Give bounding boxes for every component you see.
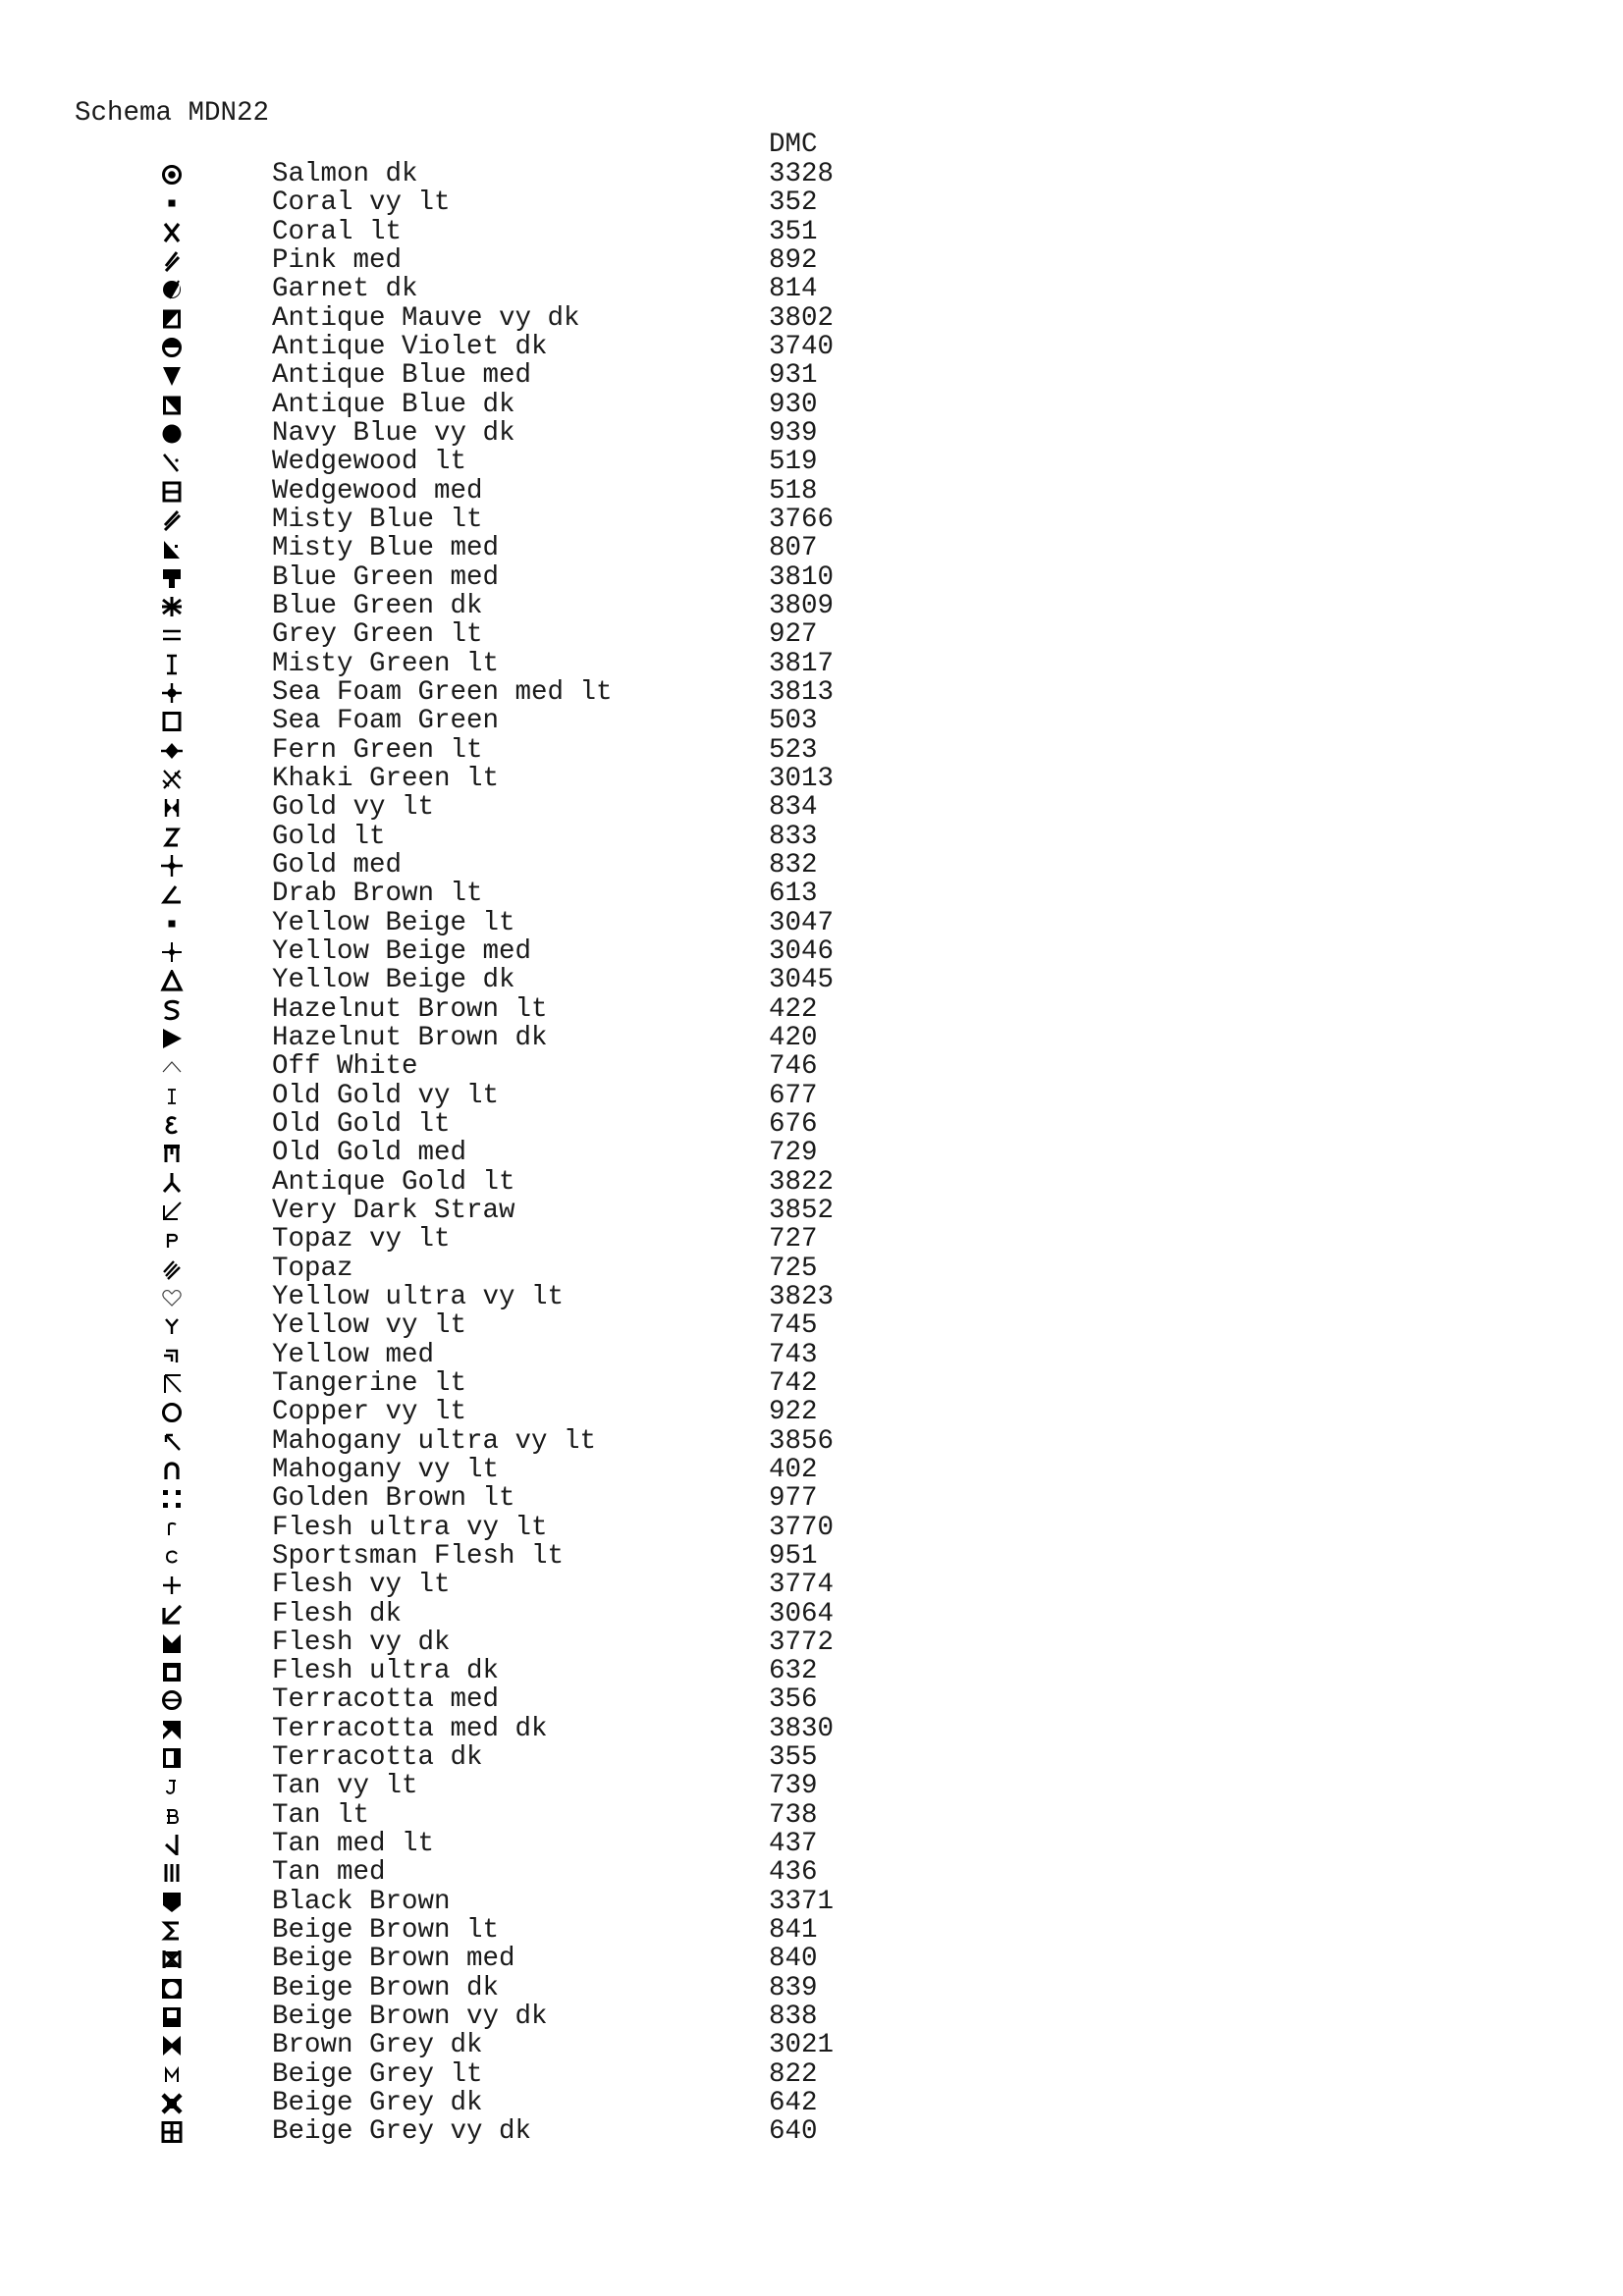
color-name: Beige Grey vy dk	[272, 2116, 532, 2148]
corner-triangle-dot-icon	[160, 538, 184, 560]
color-key-row	[0, 1138, 1623, 1169]
color-name: Beige Brown vy dk	[272, 2002, 548, 2033]
half-bowtie-icon	[160, 1632, 184, 1654]
dmc-code: 3766	[769, 504, 835, 535]
four-dots-icon	[160, 1488, 184, 1510]
dmc-code: 738	[769, 1799, 818, 1831]
color-name: Old Gold med	[272, 1138, 467, 1169]
color-key-row	[0, 1570, 1623, 1601]
dmc-code: 518	[769, 475, 818, 507]
color-key-row	[0, 332, 1623, 360]
color-key-row	[0, 1455, 1623, 1483]
equals-icon	[160, 624, 184, 646]
color-key-row	[0, 735, 1623, 764]
letter-m-icon	[160, 2064, 184, 2086]
dmc-code: 3830	[769, 1713, 835, 1744]
color-name: Antique Violet dk	[272, 331, 548, 362]
dmc-code: 743	[769, 1339, 818, 1370]
color-name: Antique Gold lt	[272, 1166, 515, 1198]
cross-small-dot-icon	[160, 941, 184, 963]
color-name: Beige Grey lt	[272, 2058, 483, 2090]
triple-bar-icon	[160, 1862, 184, 1884]
dmc-code: 3856	[769, 1425, 835, 1457]
color-key-row	[0, 706, 1623, 737]
color-key-row	[0, 1224, 1623, 1253]
dmc-code: 742	[769, 1367, 818, 1399]
shield-icon	[160, 1892, 184, 1913]
color-name: Grey Green lt	[272, 619, 483, 651]
dmc-code: 840	[769, 1944, 818, 1975]
dmc-code: 833	[769, 821, 818, 852]
color-key-row	[0, 850, 1623, 879]
color-name: Gold med	[272, 849, 403, 881]
color-name: Copper vy lt	[272, 1397, 467, 1428]
arrow-up-left-corner-icon	[160, 1373, 184, 1395]
color-key-row	[0, 1167, 1623, 1196]
color-key-row	[0, 1628, 1623, 1656]
circle-dot-icon	[160, 164, 184, 186]
theta-circle-icon	[160, 1689, 184, 1711]
triple-slash-icon	[160, 1258, 184, 1280]
half-filled-circle-slash-icon	[160, 279, 184, 300]
color-name: Flesh ultra vy lt	[272, 1512, 548, 1543]
down-triangle-icon	[160, 365, 184, 387]
color-name: Flesh vy dk	[272, 1627, 451, 1658]
dmc-code: 3371	[769, 1886, 835, 1917]
color-name: Garnet dk	[272, 274, 418, 305]
dmc-code: 3809	[769, 590, 835, 621]
x-cross-icon	[160, 222, 184, 243]
color-key-row	[0, 187, 1623, 219]
dmc-code: 3774	[769, 1570, 835, 1601]
dmc-code: 739	[769, 1771, 818, 1802]
color-key-row	[0, 649, 1623, 677]
color-name: Sea Foam Green med lt	[272, 676, 613, 708]
color-name: Wedgewood lt	[272, 447, 467, 478]
double-slash-long-icon	[160, 509, 184, 531]
dmc-code: 632	[769, 1656, 818, 1687]
letter-s-icon	[160, 999, 184, 1021]
color-key-row	[0, 1857, 1623, 1889]
dmc-code: 841	[769, 1915, 818, 1947]
color-name: Antique Blue dk	[272, 389, 515, 420]
color-name: Coral lt	[272, 216, 403, 247]
color-name: Tangerine lt	[272, 1367, 467, 1399]
color-name: Terracotta med	[272, 1684, 500, 1716]
heart-outline-icon	[160, 1287, 184, 1308]
boxed-bowtie-icon	[160, 1949, 184, 1970]
color-key-row	[0, 1282, 1623, 1310]
color-key-row	[0, 1368, 1623, 1397]
dmc-code: 677	[769, 1080, 818, 1111]
bowtie-vertical-icon	[160, 797, 184, 819]
color-key-row	[0, 1771, 1623, 1802]
star-cross-icon	[160, 855, 184, 877]
color-name: Sportsman Flesh lt	[272, 1540, 565, 1572]
color-key-row	[0, 822, 1623, 850]
color-name: Off White	[272, 1051, 418, 1083]
diamond-bar-icon	[160, 740, 184, 762]
color-key-row	[0, 1829, 1623, 1860]
backslash-dot-icon	[160, 452, 184, 473]
arrow-up-left-icon	[160, 1431, 184, 1453]
color-name: Mahogany vy lt	[272, 1454, 500, 1485]
color-name: Yellow ultra vy lt	[272, 1281, 565, 1312]
color-key-row	[0, 1742, 1623, 1774]
color-name: Yellow Beige med	[272, 935, 532, 967]
dmc-code: 834	[769, 792, 818, 824]
dmc-code: 814	[769, 274, 818, 305]
color-key-row	[0, 562, 1623, 591]
caret-up-icon	[160, 1056, 184, 1078]
right-triangle-icon	[160, 1028, 184, 1049]
square-diagonal-half-alt-icon	[160, 395, 184, 416]
color-name: Khaki Green lt	[272, 763, 500, 794]
color-key-row	[0, 965, 1623, 996]
dmc-code: 839	[769, 1972, 818, 2003]
color-name: Brown Grey dk	[272, 2030, 483, 2061]
color-name: Terracotta dk	[272, 1742, 483, 1774]
letter-p-icon	[160, 1229, 184, 1251]
color-name: Yellow vy lt	[272, 1310, 467, 1342]
letter-r-icon	[160, 1518, 184, 1539]
color-key-row	[0, 1254, 1623, 1282]
dmc-code: 931	[769, 360, 818, 392]
dmc-code: 822	[769, 2058, 818, 2090]
dmc-code: 3813	[769, 676, 835, 708]
dmc-code: 3013	[769, 763, 835, 794]
dmc-code: 930	[769, 389, 818, 420]
square-top-window-icon	[160, 2006, 184, 2028]
dmc-code: 3046	[769, 935, 835, 967]
color-key-row	[0, 1483, 1623, 1515]
color-key-row	[0, 1599, 1623, 1628]
color-key-row	[0, 303, 1623, 332]
dmc-code: 437	[769, 1829, 818, 1860]
pi-icon	[160, 1143, 184, 1164]
color-name: Misty Blue med	[272, 533, 500, 564]
color-key-row	[0, 1714, 1623, 1742]
small-square-icon	[160, 913, 184, 934]
dmc-code: 351	[769, 216, 818, 247]
open-circle-icon	[160, 1402, 184, 1423]
dmc-code: 503	[769, 706, 818, 737]
circle-top-filled-icon	[160, 337, 184, 358]
color-key-row	[0, 447, 1623, 478]
dmc-code: 3328	[769, 159, 835, 189]
dmc-code: 3021	[769, 2030, 835, 2061]
color-name: Drab Brown lt	[272, 879, 483, 910]
framed-square-icon	[160, 1661, 184, 1682]
color-name: Tan med	[272, 1857, 386, 1889]
color-name: Tan lt	[272, 1799, 370, 1831]
dmc-code: 807	[769, 533, 818, 564]
arrow-down-left-corner-icon	[160, 1201, 184, 1222]
color-name: Misty Blue lt	[272, 504, 483, 535]
dmc-code: 927	[769, 619, 818, 651]
color-key-row	[0, 677, 1623, 706]
color-name: Hazelnut Brown lt	[272, 993, 548, 1025]
half-bowtie-alt-icon	[160, 1719, 184, 1740]
open-square-icon	[160, 711, 184, 732]
color-key-row	[0, 1051, 1623, 1083]
color-key-row	[0, 1340, 1623, 1368]
letter-b-icon	[160, 1805, 184, 1827]
dmc-code: 727	[769, 1224, 818, 1255]
color-name: Antique Mauve vy dk	[272, 302, 580, 334]
color-key-row	[0, 217, 1623, 245]
color-name: Blue Green dk	[272, 590, 483, 621]
arrow-down-left-icon	[160, 1604, 184, 1626]
dmc-code: 3817	[769, 648, 835, 679]
dmc-code: 922	[769, 1397, 818, 1428]
corner-bracket-icon	[160, 1345, 184, 1366]
color-key-row	[0, 1887, 1623, 1915]
color-key-row	[0, 1800, 1623, 1829]
color-name: Coral vy lt	[272, 187, 451, 219]
bold-x-icon	[160, 2093, 184, 2114]
dmc-code: 3852	[769, 1195, 835, 1226]
dmc-code: 352	[769, 187, 818, 219]
filled-circle-icon	[160, 423, 184, 445]
color-key-row	[0, 1973, 1623, 2002]
dmc-code: 725	[769, 1253, 818, 1284]
plus-icon	[160, 1575, 184, 1596]
color-key-row	[0, 1541, 1623, 1570]
color-key-row	[0, 619, 1623, 651]
color-name: Misty Green lt	[272, 648, 500, 679]
dmc-code: 939	[769, 417, 818, 449]
tee-block-icon	[160, 567, 184, 589]
color-name: Beige Brown med	[272, 1944, 515, 1975]
square-diagonal-half-icon	[160, 308, 184, 330]
color-key-row	[0, 533, 1623, 564]
color-key-row	[0, 505, 1623, 533]
color-name: Old Gold lt	[272, 1108, 451, 1140]
color-name: Blue Green med	[272, 561, 500, 593]
dmc-code: 3770	[769, 1512, 835, 1543]
sigma-icon	[160, 1920, 184, 1942]
letter-i-icon	[160, 1086, 184, 1107]
dmc-code: 523	[769, 734, 818, 766]
dmc-code: 838	[769, 2002, 818, 2033]
dmc-code: 746	[769, 1051, 818, 1083]
color-name: Tan vy lt	[272, 1771, 418, 1802]
color-key-row	[0, 1196, 1623, 1224]
color-key-row	[0, 245, 1623, 274]
color-key-row	[0, 274, 1623, 305]
color-key-row	[0, 591, 1623, 619]
dmc-code: 977	[769, 1483, 818, 1515]
lambda-fork-icon	[160, 1172, 184, 1194]
letter-z-icon	[160, 827, 184, 848]
color-key-row	[0, 1397, 1623, 1428]
color-name: Fern Green lt	[272, 734, 483, 766]
color-name: Hazelnut Brown dk	[272, 1022, 548, 1053]
color-key-row	[0, 1944, 1623, 1975]
color-name: Antique Blue med	[272, 360, 532, 392]
dmc-code: 3823	[769, 1281, 835, 1312]
color-name: Flesh dk	[272, 1598, 403, 1629]
page-title: Schema MDN22	[75, 98, 270, 129]
dmc-code: 3822	[769, 1166, 835, 1198]
color-key-row	[0, 1310, 1623, 1342]
color-name: Topaz	[272, 1253, 353, 1284]
dmc-code: 3045	[769, 965, 835, 996]
letter-c-icon	[160, 1546, 184, 1568]
color-key-row	[0, 764, 1623, 792]
small-square-icon	[160, 192, 184, 214]
color-key-row	[0, 792, 1623, 824]
letter-y-icon	[160, 1315, 184, 1337]
color-name: Pink med	[272, 244, 403, 276]
dmc-code: 420	[769, 1022, 818, 1053]
color-name: Gold lt	[272, 821, 386, 852]
grid-square-icon	[160, 2121, 184, 2143]
asterisk-icon	[160, 596, 184, 617]
check-hook-icon	[160, 1834, 184, 1855]
color-key-row	[0, 1513, 1623, 1541]
arch-icon	[160, 1460, 184, 1481]
color-name: Wedgewood med	[272, 475, 483, 507]
color-key-row	[0, 879, 1623, 910]
dmc-code: 422	[769, 993, 818, 1025]
dmc-code: 356	[769, 1684, 818, 1716]
angle-icon	[160, 883, 184, 905]
color-name: Mahogany ultra vy lt	[272, 1425, 597, 1457]
delta-icon	[160, 970, 184, 991]
double-slash-icon	[160, 250, 184, 272]
color-name: Beige Grey dk	[272, 2088, 483, 2119]
color-key-row	[0, 908, 1623, 936]
color-key-row	[0, 418, 1623, 447]
color-key-row	[0, 1915, 1623, 1947]
crossed-x-icon	[160, 769, 184, 790]
dmc-code: 892	[769, 244, 818, 276]
dmc-code: 402	[769, 1454, 818, 1485]
dmc-code: 642	[769, 2088, 818, 2119]
dmc-column-header: DMC	[769, 130, 818, 160]
color-name: Very Dark Straw	[272, 1195, 515, 1226]
color-key-row	[0, 2002, 1623, 2033]
square-circle-icon	[160, 1978, 184, 2000]
color-key-row	[0, 1081, 1623, 1109]
color-name: Flesh ultra dk	[272, 1656, 500, 1687]
square-left-open-icon	[160, 1747, 184, 1769]
color-key-row	[0, 360, 1623, 392]
dmc-code: 519	[769, 447, 818, 478]
color-key-row	[0, 1109, 1623, 1138]
dmc-code: 355	[769, 1742, 818, 1774]
color-key-row	[0, 1426, 1623, 1455]
dmc-code: 832	[769, 849, 818, 881]
color-key-row	[0, 2059, 1623, 2088]
i-beam-icon	[160, 654, 184, 675]
dmc-code: 3047	[769, 907, 835, 938]
color-key-row	[0, 2116, 1623, 2148]
color-name: Old Gold vy lt	[272, 1080, 500, 1111]
dmc-code: 436	[769, 1857, 818, 1889]
epsilon-icon	[160, 1114, 184, 1136]
color-name: Terracotta med dk	[272, 1713, 548, 1744]
color-key-row	[0, 2030, 1623, 2061]
dmc-code: 676	[769, 1108, 818, 1140]
color-name: Beige Brown dk	[272, 1972, 500, 2003]
color-key-row	[0, 390, 1623, 418]
dmc-code: 3064	[769, 1598, 835, 1629]
dmc-code: 3772	[769, 1627, 835, 1658]
dmc-code: 640	[769, 2116, 818, 2148]
color-key-row	[0, 936, 1623, 965]
color-key-row	[0, 476, 1623, 505]
color-name: Gold vy lt	[272, 792, 435, 824]
cross-dot-icon	[160, 682, 184, 704]
dmc-code: 3810	[769, 561, 835, 593]
dmc-code: 951	[769, 1540, 818, 1572]
color-name: Topaz vy lt	[272, 1224, 451, 1255]
color-name: Yellow Beige lt	[272, 907, 515, 938]
color-key-row	[0, 1684, 1623, 1716]
color-name: Tan med lt	[272, 1829, 435, 1860]
color-name: Sea Foam Green	[272, 706, 500, 737]
color-key-row	[0, 1656, 1623, 1687]
dmc-code: 613	[769, 879, 818, 910]
dmc-code: 745	[769, 1310, 818, 1342]
letter-j-icon	[160, 1776, 184, 1797]
color-name: Salmon dk	[272, 159, 418, 189]
color-name: Golden Brown lt	[272, 1483, 515, 1515]
color-key-row	[0, 159, 1623, 187]
color-name: Black Brown	[272, 1886, 451, 1917]
color-key-row	[0, 2088, 1623, 2119]
color-key-row	[0, 1023, 1623, 1051]
color-name: Flesh vy lt	[272, 1570, 451, 1601]
color-name: Yellow med	[272, 1339, 435, 1370]
color-key-row	[0, 994, 1623, 1023]
square-horizontal-split-icon	[160, 481, 184, 503]
dmc-code: 3740	[769, 331, 835, 362]
color-name: Navy Blue vy dk	[272, 417, 515, 449]
color-name: Yellow Beige dk	[272, 965, 515, 996]
color-name: Beige Brown lt	[272, 1915, 500, 1947]
bowtie-icon	[160, 2035, 184, 2056]
dmc-code: 3802	[769, 302, 835, 334]
dmc-code: 729	[769, 1138, 818, 1169]
